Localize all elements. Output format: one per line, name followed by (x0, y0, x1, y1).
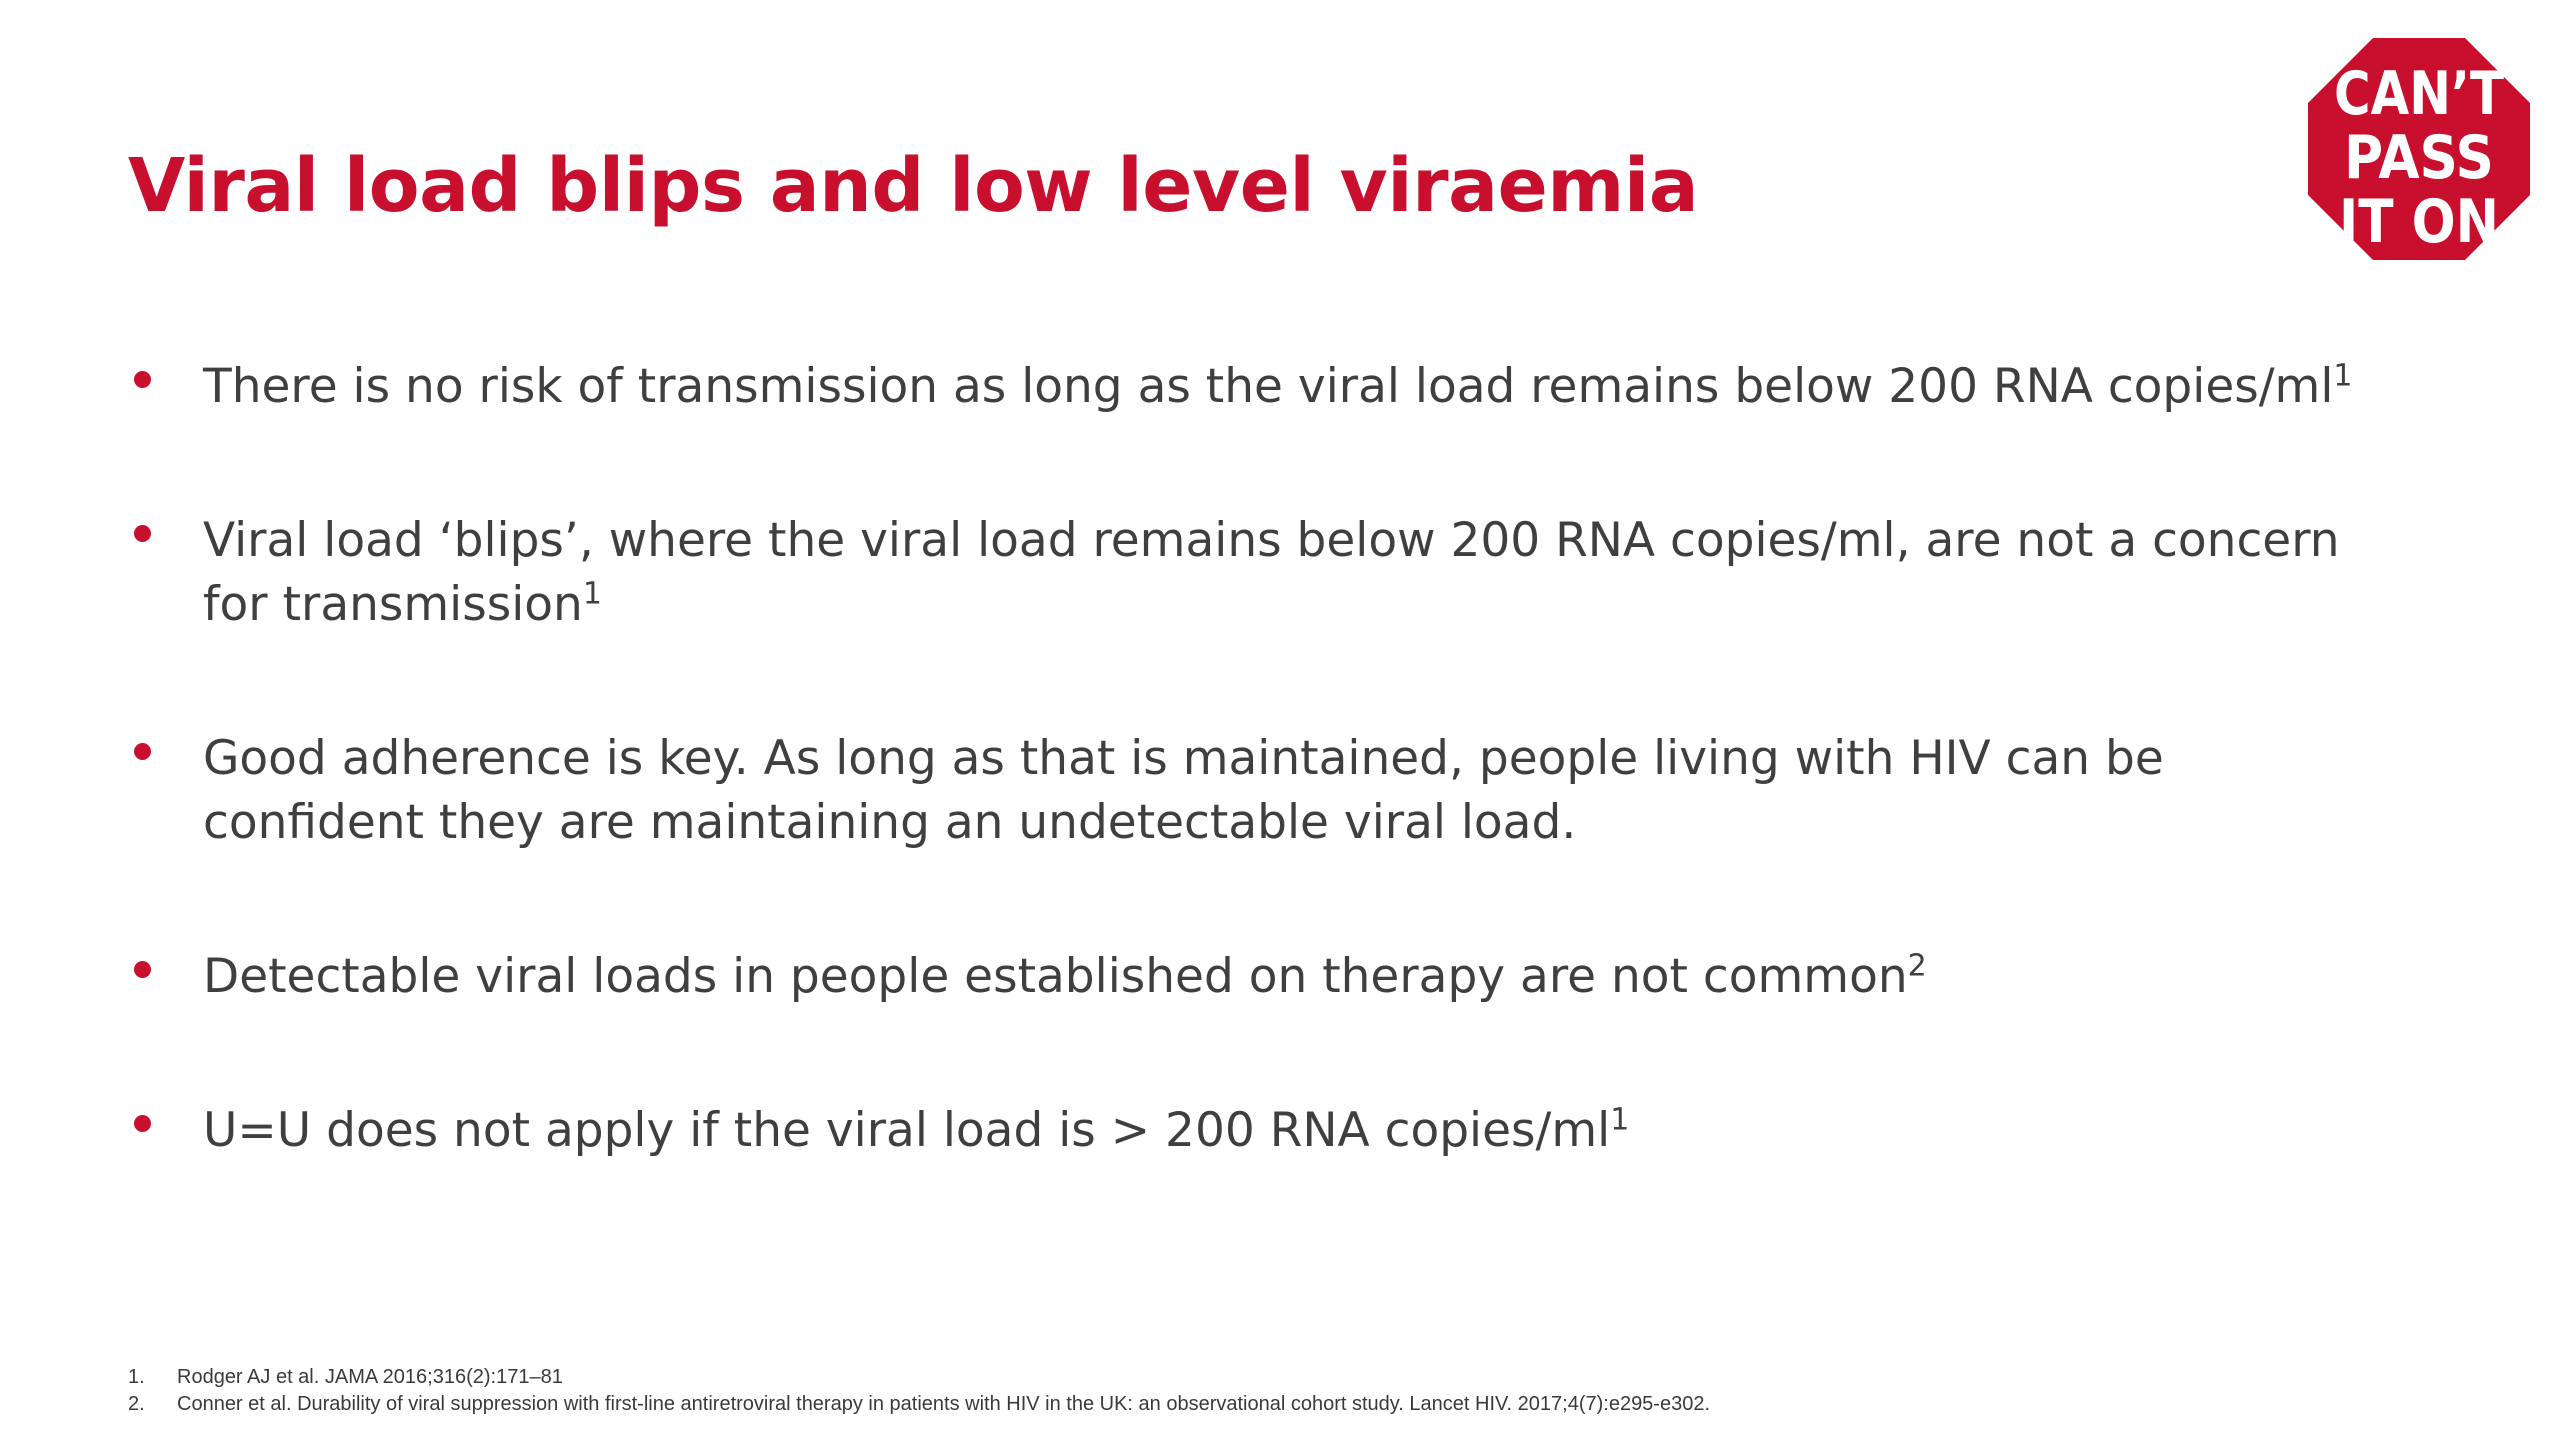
bullet-text: Good adherence is key. As long as that is maintained, people living with HIV can be confident they are maintaining an undetectable viral load. (203, 731, 2164, 850)
reference-item (128, 1391, 1710, 1418)
citation-mark: 1 (1610, 1102, 1630, 1138)
reference-text: Rodger AJ et al. JAMA 2016;316(2):171–81 (177, 1366, 563, 1388)
references-list (128, 1364, 1710, 1418)
bullet-item (128, 1099, 2388, 1163)
citation-mark: 2 (1907, 948, 1927, 984)
bullet-text: U=U does not apply if the viral load is > 200 RNA copies/ml (203, 1103, 1611, 1158)
reference-item (128, 1364, 1710, 1391)
reference-text: Conner et al. Durability of viral suppression with first-line antiretroviral therapy in patients with HIV in the UK: an observational cohort study. Lancet HIV. 2017;4(7):e295-e302. (177, 1393, 1711, 1415)
bullet-dot-icon (134, 961, 151, 978)
slide-title: Viral load blips and low level viraemia (128, 143, 1699, 229)
reference-number: 2. (128, 1393, 145, 1415)
bullet-item (128, 945, 2388, 1009)
citation-mark: 1 (582, 576, 602, 612)
reference-number: 1. (128, 1366, 145, 1388)
bullet-list (128, 355, 2388, 1253)
bullet-text: Detectable viral loads in people established on therapy are not common (203, 949, 1908, 1004)
logo-line-3: IT ON (2339, 187, 2499, 257)
bullet-text: There is no risk of transmission as long as the viral load remains below 200 RNA copies/ml (203, 359, 2334, 414)
bullet-text: Viral load ‘blips’, where the viral load remains below 200 RNA copies/ml, are not a concern for transmission (203, 513, 2340, 632)
bullet-dot-icon (134, 525, 151, 542)
bullet-dot-icon (134, 1115, 151, 1132)
logo-line-2: PASS (2344, 123, 2494, 193)
logo-line-1: CAN’T (2334, 59, 2505, 129)
citation-mark: 1 (2333, 358, 2353, 394)
bullet-item (128, 509, 2388, 637)
bullet-item (128, 355, 2388, 419)
bullet-item (128, 727, 2388, 855)
cant-pass-it-on-logo (2308, 38, 2530, 260)
bullet-dot-icon (134, 371, 151, 388)
bullet-dot-icon (134, 743, 151, 760)
